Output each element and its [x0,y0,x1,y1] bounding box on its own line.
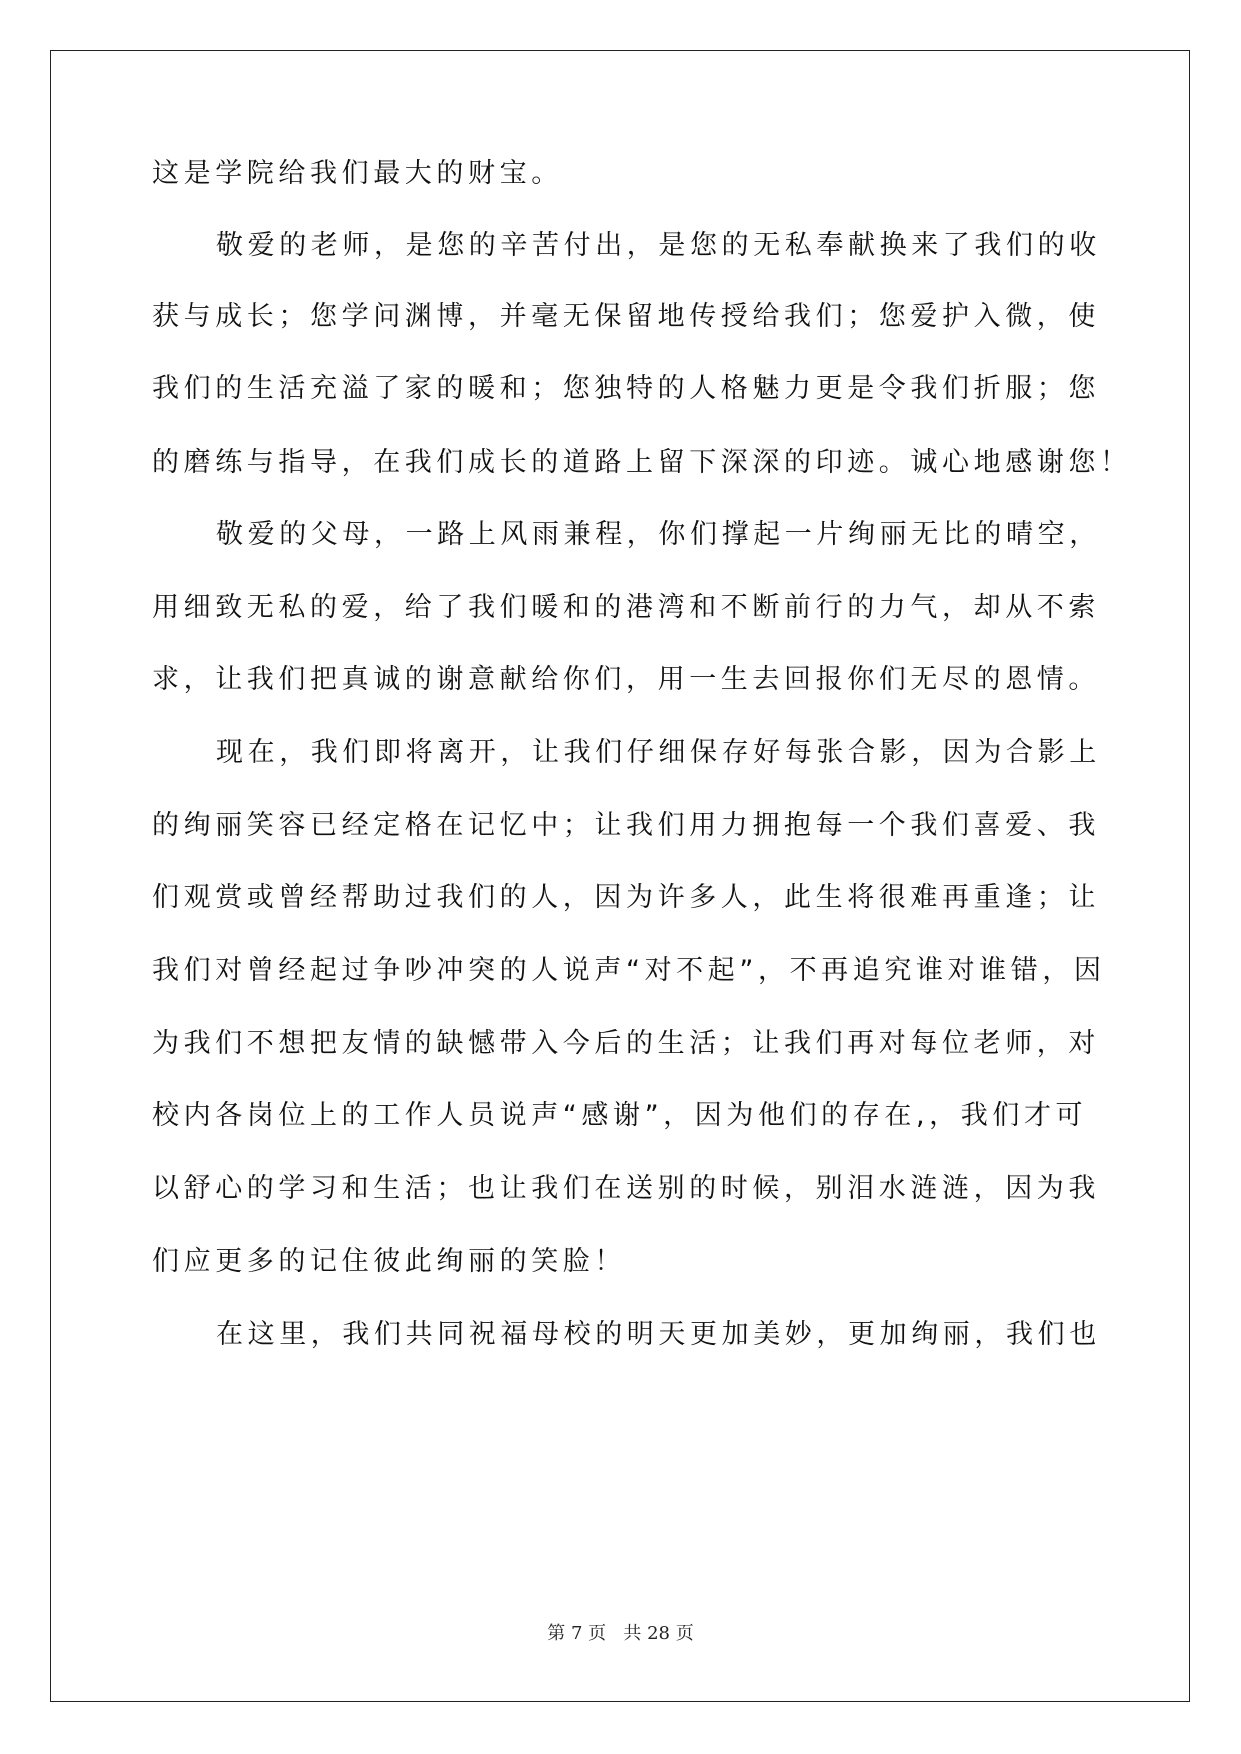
page-number: 第 7 页 [547,1623,607,1644]
page-total: 共 28 页 [623,1623,694,1644]
page-border [50,50,1190,1702]
text-line: 以舒心的学习和生活；也让我们在送别的时候，别泪水涟涟，因为我 [152,1173,1100,1204]
paragraph-start-line: 敬爱的老师，是您的辛苦付出，是您的无私奉献换来了我们的收 [216,230,1101,261]
text-line: 我们的生活充溢了家的暖和；您独特的人格魅力更是令我们折服；您 [152,373,1100,404]
text-line: 们观赏或曾经帮助过我们的人，因为许多人，此生将很难再重逢；让 [152,882,1100,913]
text-line: 我们对曾经起过争吵冲突的人说声“对不起”，不再追究谁对谁错，因 [152,955,1106,986]
paragraph-start-line: 在这里，我们共同祝福母校的明天更加美妙，更加绚丽，我们也 [216,1319,1101,1350]
page-footer [0,1619,1241,1645]
text-line: 用细致无私的爱，给了我们暖和的港湾和不断前行的力气，却从不索 [152,592,1100,623]
paragraph-start-line: 敬爱的父母，一路上风雨兼程，你们撑起一片绚丽无比的晴空， [216,519,1101,550]
text-line: 获与成长；您学问渊博，并毫无保留地传授给我们；您爱护入微，使 [152,301,1100,332]
paragraph-start-line: 现在，我们即将离开，让我们仔细保存好每张合影，因为合影上 [216,737,1101,768]
text-line: 求，让我们把真诚的谢意献给你们，用一生去回报你们无尽的恩情。 [152,664,1100,695]
text-line: 校内各岗位上的工作人员说声“感谢”，因为他们的存在,，我们才可 [152,1100,1088,1131]
text-line: 的磨练与指导，在我们成长的道路上留下深深的印迹。诚心地感谢您！ [152,447,1132,478]
text-line: 的绚丽笑容已经定格在记忆中；让我们用力拥抱每一个我们喜爱、我 [152,810,1100,841]
text-line: 为我们不想把友情的缺憾带入今后的生活；让我们再对每位老师，对 [152,1028,1100,1059]
text-line: 这是学院给我们最大的财宝。 [152,158,563,189]
text-line: 们应更多的记住彼此绚丽的笑脸！ [152,1246,626,1277]
